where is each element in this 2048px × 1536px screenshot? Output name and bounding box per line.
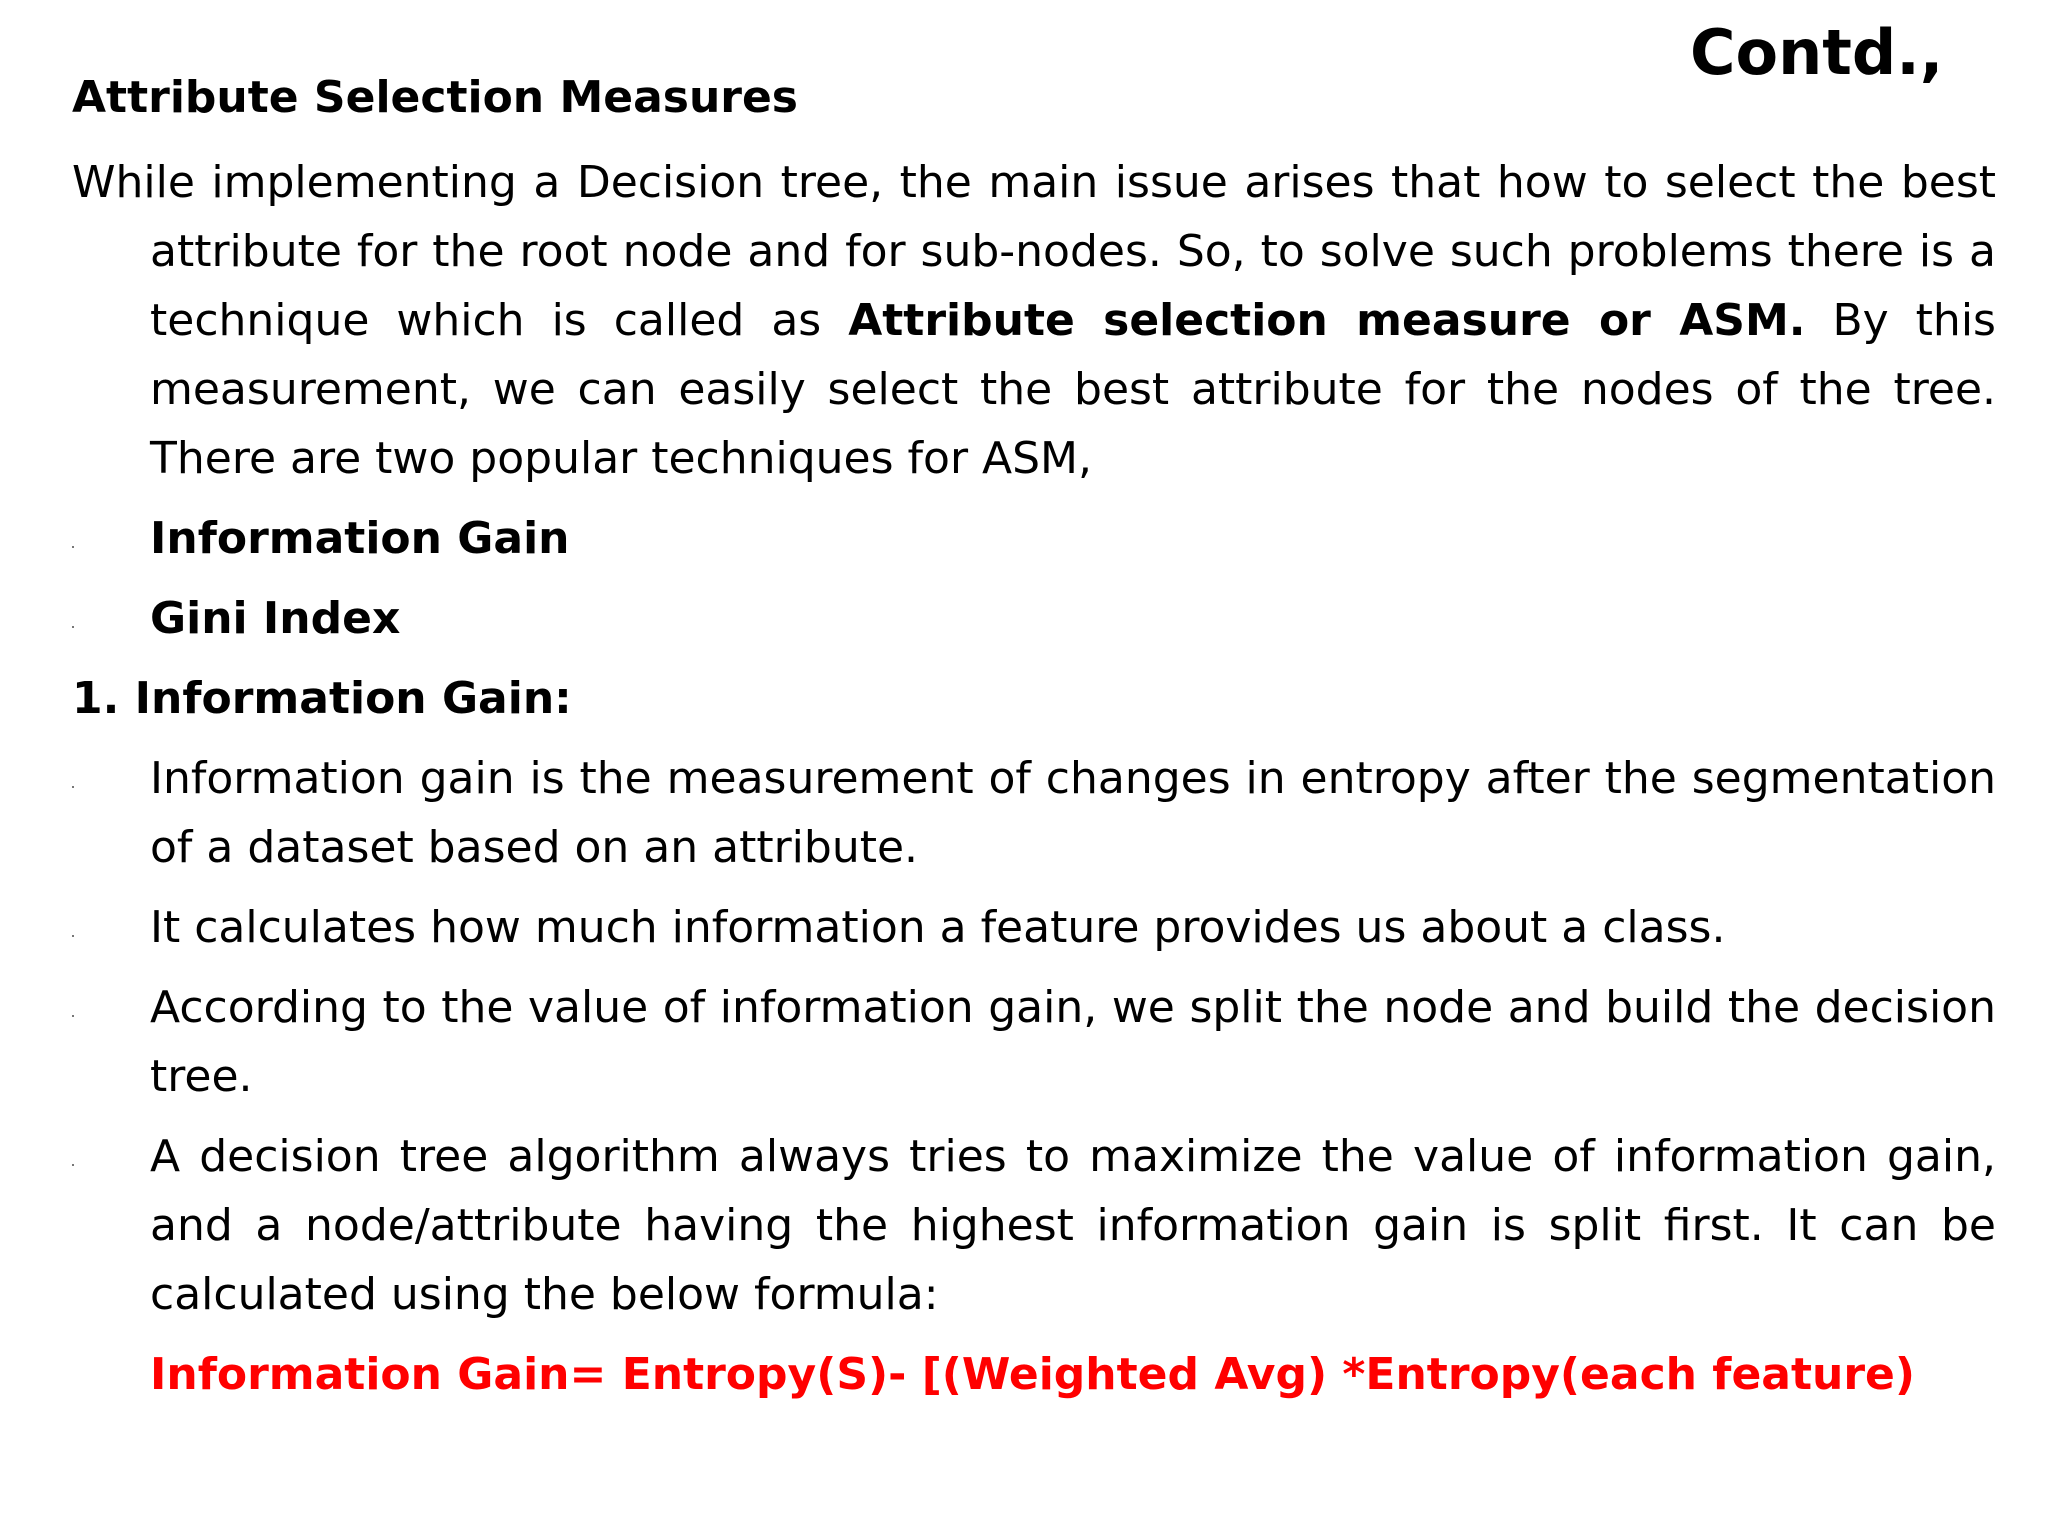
technique-item (72, 584, 1996, 653)
technique-label: Gini Index (150, 593, 401, 644)
info-gain-point (72, 1122, 1996, 1329)
asm-term: Attribute selection measure or ASM. (848, 295, 1806, 346)
section-title: 1. Information Gain: (72, 673, 572, 724)
intro-text-before: While implementing a Decision tree, the main issue arises that how to select the best attribute for the root node and for sub-nodes. So, to solve such problems there is a technique which is called as (72, 157, 1996, 346)
slide-body (72, 148, 1996, 1409)
info-gain-point (72, 893, 1996, 962)
technique-label: Information Gain (150, 513, 570, 564)
slide-heading: Attribute Selection Measures (72, 72, 798, 123)
point-text: Information gain is the measurement of changes in entropy after the segmentation of a dataset based on an attribute. (150, 753, 1996, 873)
technique-item (72, 504, 1996, 573)
intro-text-after: By this measurement, we can easily select the best attribute for the nodes of the tree. There are two popular techniques for ASM, (150, 295, 1996, 484)
intro-paragraph (72, 148, 1996, 493)
point-text: A decision tree algorithm always tries to maximize the value of information gain, and a node/attribute having the highest information gain is split first. It can be calculated using the below formula: (150, 1131, 1996, 1320)
point-text: According to the value of information gain, we split the node and build the decision tree. (150, 982, 1996, 1102)
bullet-dot-icon (72, 744, 76, 813)
corner-title: Contd., (1690, 16, 1944, 89)
point-text: It calculates how much information a feature provides us about a class. (150, 902, 1726, 953)
information-gain-formula: Information Gain= Entropy(S)- [(Weighted Avg) *Entropy(each feature) (150, 1349, 1915, 1400)
bullet-dot-icon (72, 973, 76, 1042)
bullet-dot-icon (72, 1122, 76, 1191)
bullet-dot-icon (72, 584, 76, 653)
bullet-dot-icon (72, 893, 76, 962)
bullet-dot-icon (72, 504, 76, 573)
info-gain-point (72, 973, 1996, 1111)
info-gain-point (72, 744, 1996, 882)
formula-line (72, 1340, 1996, 1409)
